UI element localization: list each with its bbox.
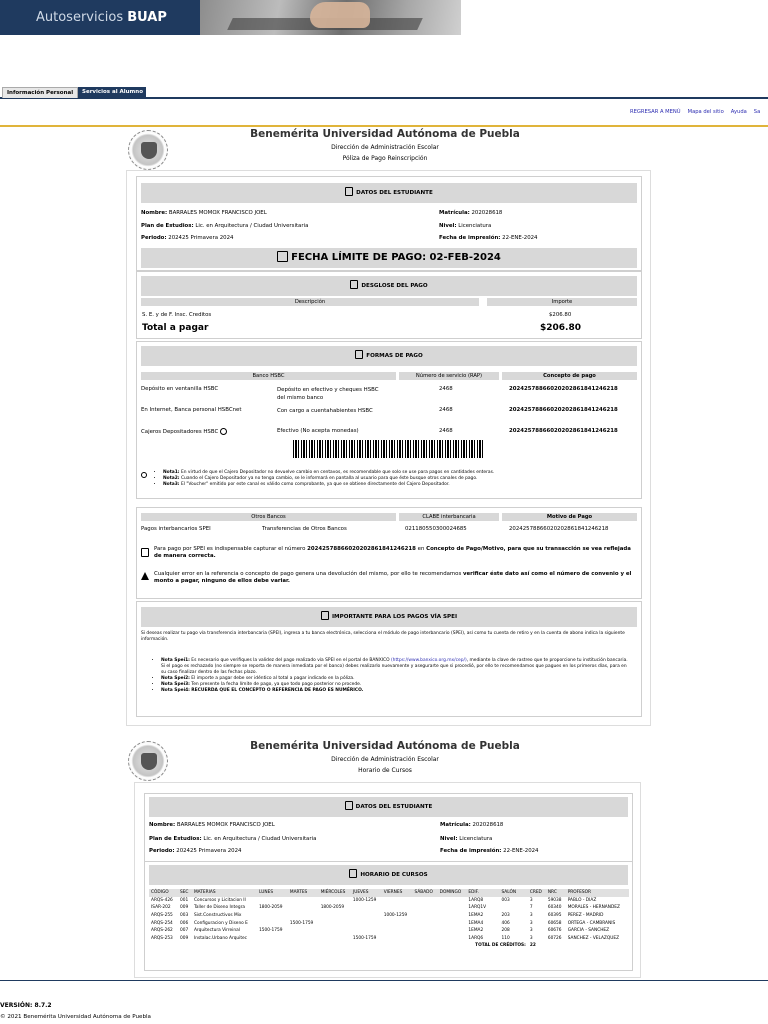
table-cell: 60395 [547,913,562,919]
total-row [149,942,629,950]
forma-rap: 2468 [439,386,453,392]
footer-divider [0,980,768,981]
spei-canal: Pagos interbancarios SPEI [141,526,211,532]
table-cell [351,904,382,912]
forma-canal: Depósito en ventanilla HSBC [141,386,219,392]
table-cell: 60676 [547,928,562,934]
table-cell [438,912,467,920]
total-creditos-label: TOTAL DE CRÉDITOS: [475,943,526,949]
fecha-limite-banner [141,248,637,268]
importe-header: Importe [487,298,637,306]
table-cell: Instalac.Urbano Arquitec [193,935,248,941]
column-header: SEC [178,889,192,897]
column-header: DOMINGO [438,889,467,897]
table-cell [438,897,467,905]
table-cell: 1000-1259 [352,897,377,903]
table-cell [382,935,413,943]
error-note: Cualquier error en la referencia o concepto de pago genera una devolución del mismo, por ello te recomendamos verificar éste dato así como el número de convenio y el monto a pagar, ninguno de ellos debe variar. [141,571,636,585]
desglose-header: DESGLOSE DEL PAGO [141,276,637,296]
table-cell: 59038 [547,897,562,903]
periodo-row: Periodo: 202425 Primavera 2024 [149,848,242,854]
matricula: 202028618 [471,210,503,216]
student-section-header: DATOS DEL ESTUDIANTE [149,797,628,817]
table-cell: Arquitectura Virreinal [193,928,240,934]
importante-text: Si deseas realizar tu pago vía transferencia interbancaria (SPEI), ingresa a tu banca electrónica, selecciona el módulo de pago interbancario (SPEI), así como tu cuenta de retiro y en la cuenta de abono indica la siguiente información. [141,631,625,642]
column-header: NRC [546,889,566,897]
table-cell: ARQS-254 [151,920,173,926]
table-cell: 3 [529,928,533,934]
table-cell [351,927,382,935]
table-cell: 003 [501,897,510,903]
forma-referencia: 20242578866020202861841246218 [509,428,618,434]
column-header: MARTES [288,889,319,897]
table-cell: MORALES - HERNANDEZ [567,905,620,911]
calendar-icon [349,869,357,878]
table-cell: 60726 [547,935,562,941]
table-cell: 006 [179,920,189,926]
column-header: MATERIAS [192,889,257,897]
table-cell: PEREZ - MADRID [567,913,604,919]
info-icon [141,472,147,478]
matricula-row: Matrícula: 202028618 [439,210,503,216]
periodo: 202425 Primavera 2024 [168,235,234,241]
version-text: VERSIÓN: 8.7.2 [0,1002,52,1009]
table-cell [438,904,467,912]
student-section-header [141,183,637,203]
table-cell: ARQS-426 [151,897,173,903]
plan-row: Plan de Estudios: Lic. en Arquitectura / Ciudad Universitaria [149,836,317,842]
table-cell [413,897,438,905]
concepto-descripcion: S. E. y de F. Insc. Creditos [142,312,212,318]
forma-medio: Depósito en efectivo y cheques HSBC del mismo banco [277,387,379,401]
department-name: Dirección de Administración Escolar [331,144,439,151]
poliza-panel [126,170,651,726]
table-cell: ORTEGA - CAMBRANIS [567,920,616,926]
concepto-pago-header: Concepto de pago [502,372,637,380]
table-cell [351,919,382,927]
spei-notas-list: • Nota Spei1: Es necesario que verifiques la validez del pago realizado vía SPEI en el portal de BANXICO (https://www.banxico.org.mx/cep/), mediante la clave de rastreo que te proporcione tu institución bancaria. Si el pago es rechazado (no siempre se reporta de manera inmediata por el banco) debes realizarlo nuevamente y asegurarte que si procedió, por ello te recomendamos que pagues en los primeros días, para en su caso finalizar dentro de las fechas plazo. • Nota Spei2: El importe a pagar debe ser idéntico al total a pagar indicado en la póliza. • Nota Spei3: Ten presente la fecha límite de pago, ya que todo pago posterior no procede. • Nota Spei4: RECUERDA QUE EL CONCEPTO O REFERENCIA DE PAGO ES NUMÉRICO. [151,658,631,694]
cash-icon [355,350,363,359]
table-cell [288,912,319,920]
table-cell: 1800-2059 [320,905,345,911]
forma-referencia: 20242578866020202861841246218 [509,407,618,413]
table-cell [413,919,438,927]
otros-bancos-card [136,507,642,599]
id-card-icon [345,801,353,810]
department-name: Dirección de Administración Escolar [331,756,439,763]
table-cell: 3 [529,913,533,919]
table-cell: 1ARQ8 [468,897,484,903]
column-header: PROFESOR [566,889,629,897]
table-cell [438,927,467,935]
table-cell: 001 [179,897,189,903]
top-links [630,109,767,115]
table-cell: 7 [529,905,533,911]
fecha-impresion-row: Fecha de impresión: 22-ENE-2024 [439,235,538,241]
table-cell: 009 [179,935,189,941]
clabe-header: CLABE interbancaria [399,513,499,521]
table-cell [351,912,382,920]
periodo-row: Periodo: 202425 Primavera 2024 [141,235,234,241]
table-cell [413,935,438,943]
forma-medio: Efectivo (No acepta monedas) [277,428,359,434]
id-card-icon [345,187,353,196]
table-cell: 3 [529,897,533,903]
link-mapa-sitio[interactable]: Mapa del sitio [687,109,724,115]
student-card [136,176,642,271]
table-cell: ARQS-255 [151,913,173,919]
site-header [0,0,768,35]
fecha-limite: FECHA LÍMITE DE PAGO: 02-FEB-2024 [291,252,501,263]
table-cell [288,935,319,943]
table-row [149,935,629,943]
table-cell [288,927,319,935]
table-cell: SANCHEZ - VELAZQUEZ [567,935,620,941]
column-header: VIERNES [382,889,413,897]
university-name: Benemérita Universidad Autónoma de Puebla [250,128,520,140]
nombre-row: Nombre: BARRALES MOMOX FRANCISCO JOEL [149,822,275,828]
table-cell [319,935,351,943]
table-cell: ISAR-202 [151,905,171,911]
table-cell [382,904,413,912]
info-icon [220,428,227,435]
horario-table [149,889,629,950]
notas-cajero: • Nota1: En virtud de que el Cajero Depositador no devuelve cambio en centavos, es recomendable que solo se use para pagos en cantidades enteras. • Nota2: Cuando el Cajero Depositador ya no tenga cambio, se le informará en pantalla al usuario para que éste busque otros canales de pago. • Nota3: El "Voucher" emitido por este canal es válido como comprobante, ya que se obtiene directamente del Cajero Depositador. [141,470,636,488]
forma-canal: En Internet, Banca personal HSBCnet [141,407,242,413]
table-cell: 110 [501,935,510,941]
nivel-row: Nivel: Licenciatura [440,836,493,842]
table-cell [382,927,413,935]
banco-hsbc-header: Banco HSBC [141,372,396,380]
divider [0,125,768,127]
link-salir[interactable]: Sa [753,109,761,115]
plan-estudios: Lic. en Arquitectura / Ciudad Universitaria [195,223,309,229]
importante-header: IMPORTANTE PARA LOS PAGOS VÍA SPEI [141,607,637,627]
otros-bancos-header: Otros Bancos [141,513,396,521]
table-cell: GARCIA - SANCHEZ [567,928,610,934]
table-cell [319,927,351,935]
formas-pago-header: FORMAS DE PAGO [141,346,637,366]
column-header: SALÓN [500,889,528,897]
table-cell: Sist.Constructivos Mix [193,913,242,919]
desglose-card [136,271,642,339]
table-cell: Taller de Diseno Integra [193,905,245,911]
horario-cursos-card [144,861,633,971]
table-cell: 009 [179,905,189,911]
brand-logo[interactable] [0,0,200,35]
table-cell: 208 [501,928,510,934]
table-cell: 1500-1759 [289,920,314,926]
forma-medio: Con cargo a cuentahabientes HSBC [277,408,373,414]
header-banner-image [200,0,461,35]
tab-informacion-personal[interactable]: Información Personal [2,87,78,98]
money-icon [350,280,358,289]
university-name: Benemérita Universidad Autónoma de Puebla [250,740,520,752]
total-creditos-value: 22 [529,943,536,949]
banxico-link[interactable]: (https://www.banxico.org.mx/cep/) [390,658,467,663]
section-title: DATOS DEL ESTUDIANTE [356,190,433,196]
total-amount: $206.80 [540,323,581,333]
table-cell: 3 [529,935,533,941]
fecha-impresion: 22-ENE-2024 [502,235,538,241]
document-title: Póliza de Pago Reinscripción [342,155,428,162]
table-cell: 1EMA4 [468,920,484,926]
table-row [149,927,629,935]
table-cell: ARQS-262 [151,928,173,934]
horario-heading [130,740,640,774]
horario-panel [134,782,641,978]
rap-header: Número de servicio (RAP) [399,372,499,380]
table-cell: 1000-1259 [383,913,408,919]
fecha-impresion-row: Fecha de impresión: 22-ENE-2024 [440,848,539,854]
table-cell: ARQS-253 [151,935,173,941]
table-row [149,912,629,920]
column-header: EDIF. [466,889,499,897]
table-row [149,919,629,927]
formas-pago-card [136,341,642,499]
table-cell: 007 [179,928,189,934]
document-title: Horario de Cursos [358,767,412,774]
matricula-row: Matrícula: 202028618 [440,822,504,828]
column-header: CRED [528,889,546,897]
main-tabs [0,87,768,99]
dollar-icon [321,611,329,620]
importante-spei-card [136,601,642,717]
table-cell [288,897,319,905]
total-label: Total a pagar [142,323,209,333]
clabe-value: 021180550300024685 [405,526,467,532]
student-name: BARRALES MOMOX FRANCISCO JOEL [168,210,267,216]
forma-canal: Cajeros Depositadores HSBC [141,428,230,435]
table-cell [319,912,351,920]
column-header: LUNES [257,889,288,897]
spei-medio: Transferencias de Otros Bancos [262,526,347,532]
spei-note: Para pago por SPEI es indispensable capturar el número 20242578866020202861841246218 en Concepto de Pago/Motivo, para que su transacción se vea reflejada de manera correcta. [141,546,636,560]
brand-text: Autoservicios [36,10,124,25]
table-cell: 406 [501,920,510,926]
table-cell [438,919,467,927]
copyright-text: © 2021 Benemérita Universidad Autónoma de Puebla [0,1014,151,1020]
table-cell [257,897,288,905]
table-cell [382,897,413,905]
table-cell: Concursos y Licitacion II [193,897,246,903]
forma-referencia: 20242578866020202861841246218 [509,386,618,392]
poliza-heading [130,128,640,162]
table-cell: 3 [529,920,533,926]
table-cell: 1800-2059 [259,905,283,911]
table-cell: 003 [179,913,189,919]
table-cell: PABLO - DIAZ [567,897,597,903]
calendar-icon [277,251,288,262]
nombre-row: Nombre: BARRALES MOMOX FRANCISCO JOEL [141,210,267,216]
forma-rap: 2468 [439,407,453,413]
column-header: SÁBADO [413,889,438,897]
table-cell: Configuracion y Diseno E [193,920,248,926]
motivo-pago-header: Motivo de Pago [502,513,637,521]
concepto-importe: $206.80 [549,312,572,318]
brand-text-bold: BUAP [127,10,167,25]
forma-rap: 2468 [439,428,453,434]
table-cell: 60340 [547,905,562,911]
horario-cursos-header: HORARIO DE CURSOS [149,865,628,885]
descripcion-header: Descripción [141,298,479,306]
table-cell: 1500-1759 [259,928,283,934]
table-cell [319,897,351,905]
table-cell [319,919,351,927]
table-cell [257,935,288,943]
table-cell [438,935,467,943]
table-cell: 60658 [547,920,562,926]
nivel-row: Nivel: Licenciatura [439,223,492,229]
table-cell [500,904,528,912]
table-cell [288,904,319,912]
table-cell [413,927,438,935]
tab-servicios-alumno[interactable]: Servicios al Alumno [78,87,146,98]
student-card [144,793,633,863]
link-regresar-menu[interactable]: REGRESAR A MENÚ [630,109,681,115]
bank-icon [141,548,149,557]
nivel: Licenciatura [458,223,492,229]
table-row [149,904,629,912]
spei-referencia: 20242578866020202861841246218 [509,526,609,532]
link-ayuda[interactable]: Ayuda [730,109,747,115]
table-cell [413,912,438,920]
table-row [149,897,629,905]
warning-icon [141,572,149,580]
column-header: CÓDIGO [149,889,178,897]
plan-row: Plan de Estudios: Lic. en Arquitectura / Ciudad Universitaria [141,223,309,229]
column-header: JUEVES [351,889,382,897]
table-cell: 203 [501,913,510,919]
table-cell: 1ARQ1V [468,905,487,911]
table-cell [257,912,288,920]
table-cell [257,919,288,927]
table-cell [382,919,413,927]
table-cell [413,904,438,912]
table-cell: 1EMA2 [468,913,484,919]
table-cell: 1EMA2 [468,928,484,934]
column-header: MIÉRCOLES [319,889,351,897]
barcode [293,440,483,458]
table-cell: 1ARQ6 [468,935,484,941]
table-cell: 1500-1759 [352,935,377,941]
